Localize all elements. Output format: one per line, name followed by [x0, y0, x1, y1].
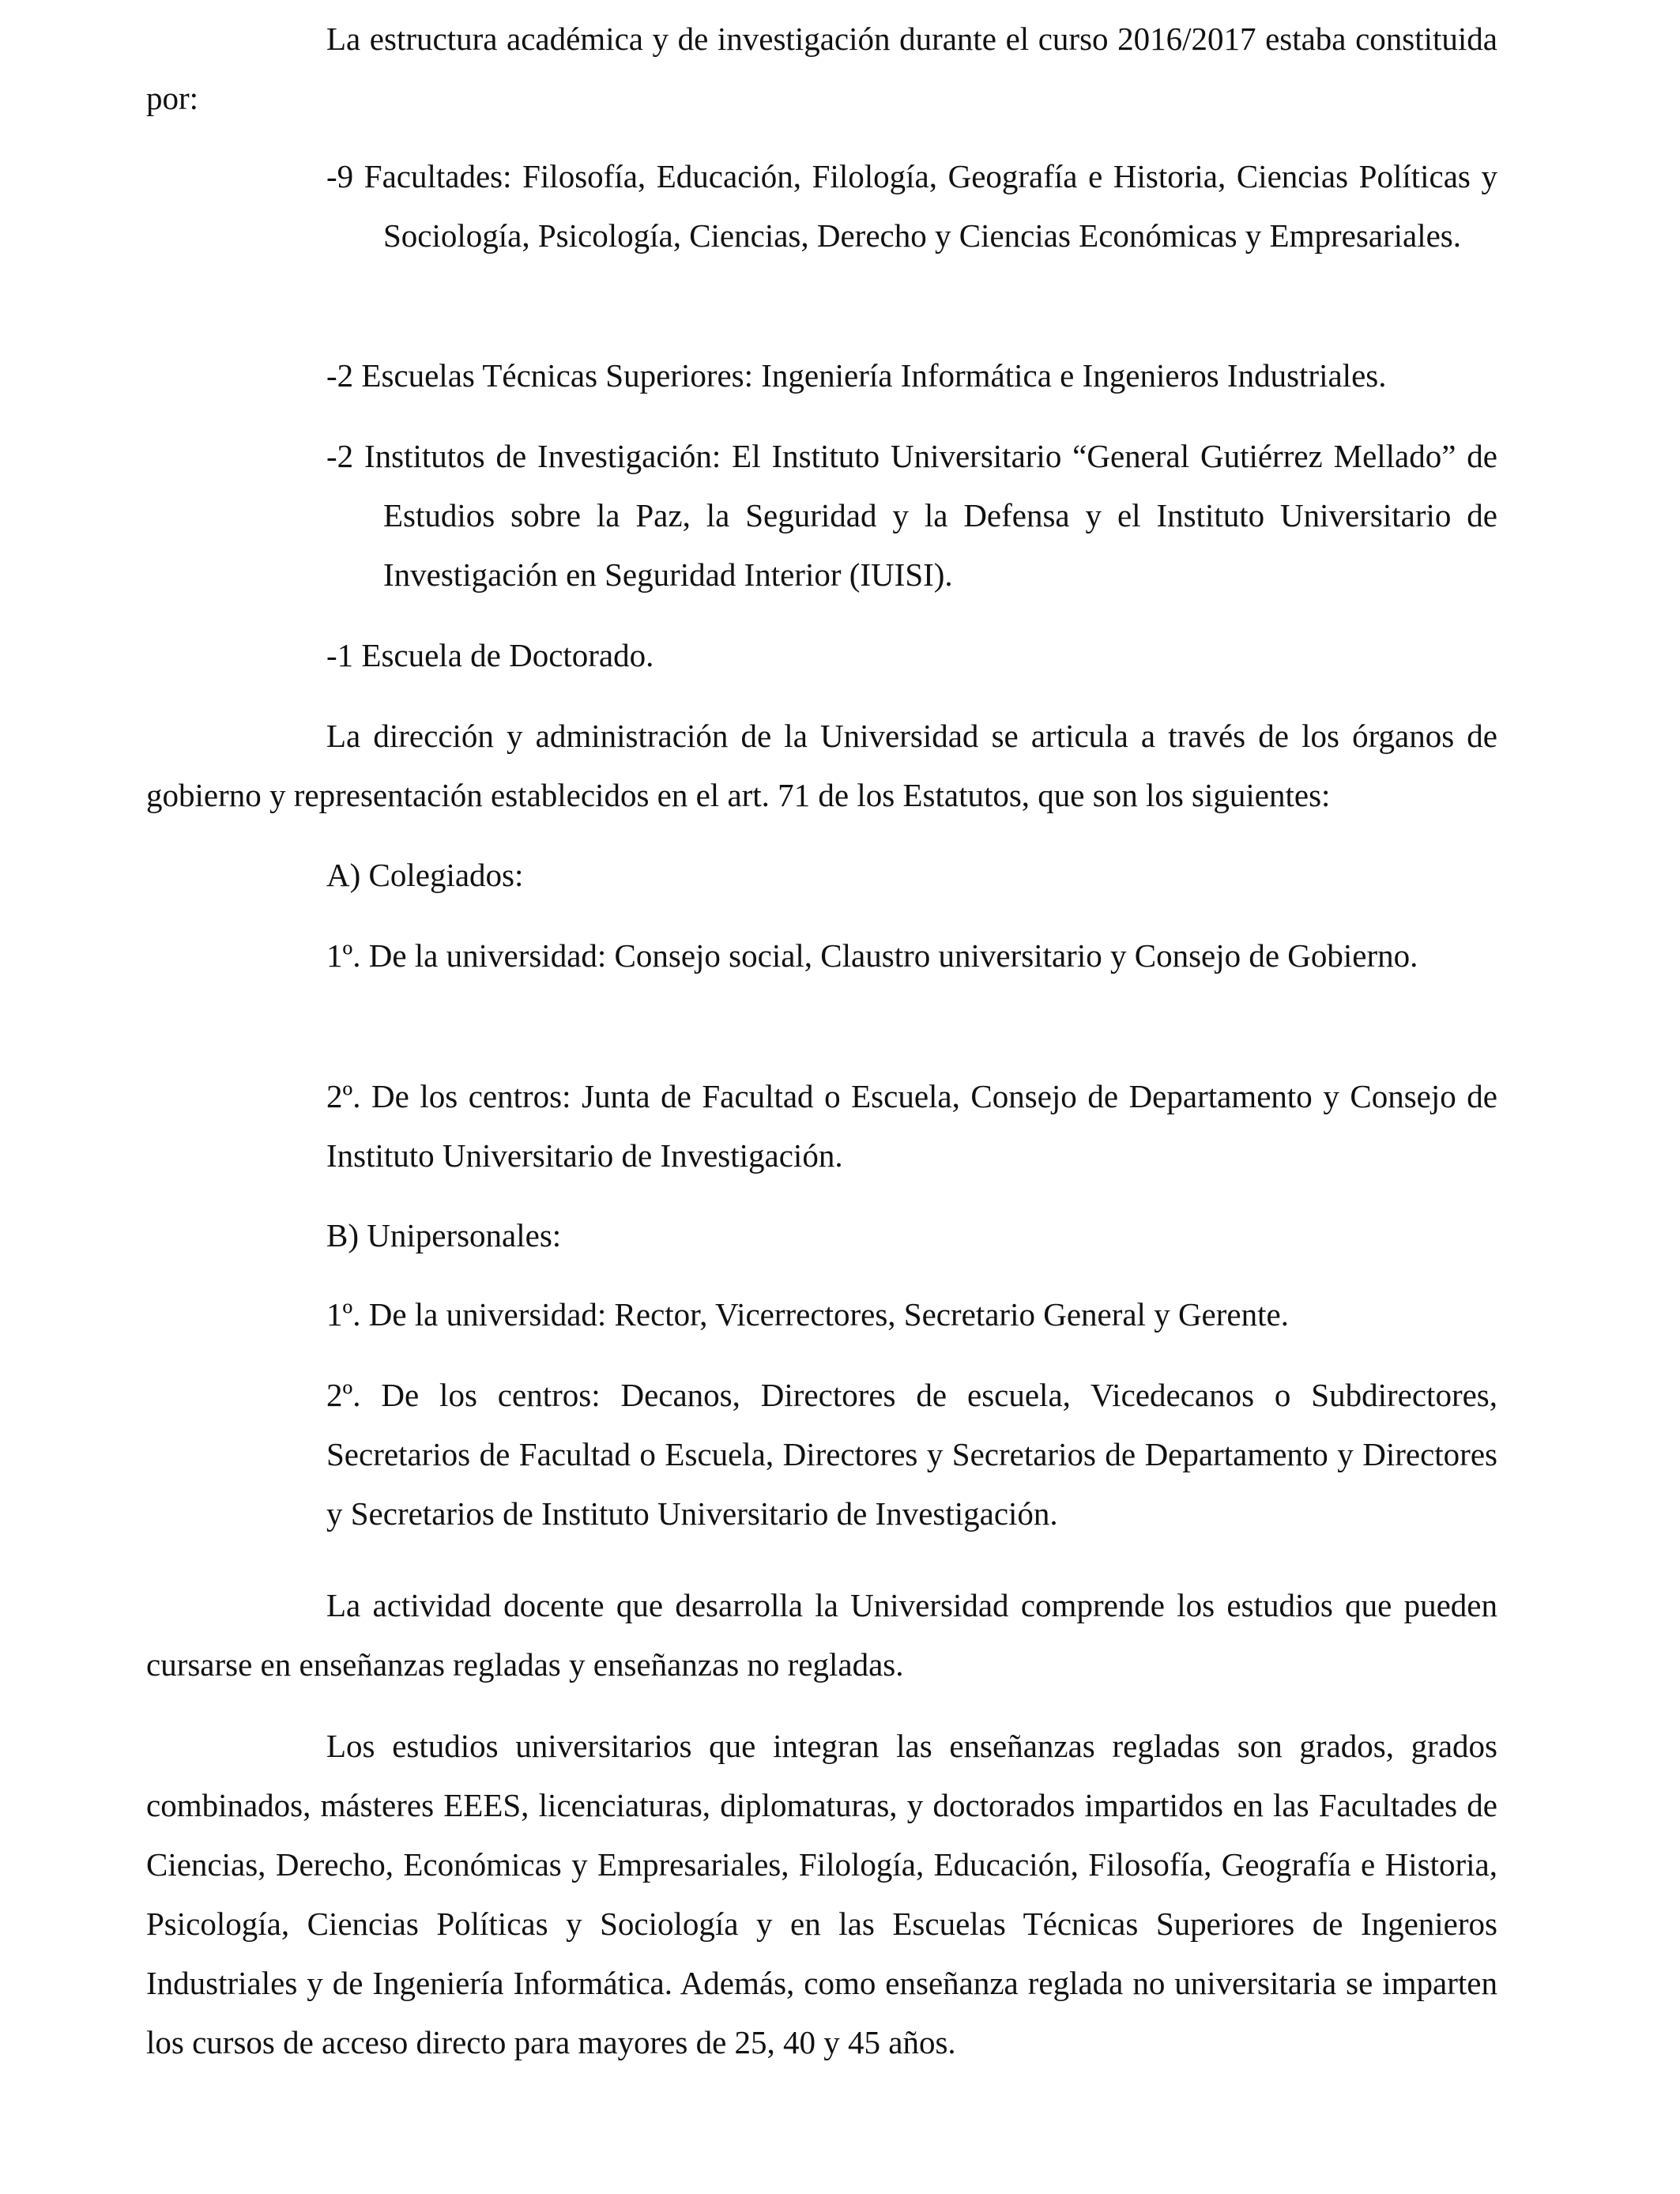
paragraph-structure-intro: La estructura académica y de investigación durante el curso 2016/2017 estaba constituida por: — [146, 21, 1497, 116]
paragraph-estudios-universitarios: Los estudios universitarios que integran las enseñanzas regladas son grados, grados combinados, másteres EEES, licenciaturas, diplomaturas, y doctorados impartidos en las Facultades de Ciencias, Derecho, Económicas y Empresariales, Filología, Educación, Filosofía, Geografía e Historia, Psicología, Ciencias Políticas y Sociología y en las Escuelas Técnicas Superiores de Ingenieros Industriales y de Ingeniería Informática. Además, como enseñanza reglada no universitaria se imparten los cursos de acceso directo para mayores de 25, 40 y 45 años. — [146, 1728, 1497, 2060]
paragraph-direccion: La dirección y administración de la Universidad se articula a través de los órganos de gobierno y representación establecidos en el art. 71 de los Estatutos, que son los siguientes: — [146, 718, 1497, 813]
list-item-facultades: -9 Facultades: Filosofía, Educación, Filología, Geografía e Historia, Ciencias Políticas y Sociología, Psicología, Ciencias, Derecho y Ciencias Económicas y Empresariales. — [326, 158, 1497, 254]
list-item-escuelas: -2 Escuelas Técnicas Superiores: Ingeniería Informática e Ingenieros Industriales. — [326, 357, 1387, 394]
item-unipersonales-universidad: 1º. De la universidad: Rector, Vicerrectores, Secretario General y Gerente. — [326, 1296, 1289, 1333]
paragraph-actividad-docente: La actividad docente que desarrolla la Universidad comprende los estudios que pueden cursarse en enseñanzas regladas y enseñanzas no regladas. — [146, 1587, 1497, 1683]
heading-unipersonales: B) Unipersonales: — [326, 1217, 562, 1253]
list-item-institutos: -2 Institutos de Investigación: El Instituto Universitario “General Gutiérrez Mellado” de Estudios sobre la Paz, la Seguridad y la Defensa y el Instituto Universitario de Investigación en Seguridad Interior (IUISI). — [326, 438, 1497, 593]
item-colegiados-centros: 2º. De los centros: Junta de Facultad o Escuela, Consejo de Departamento y Consejo de Instituto Universitario de Investigación. — [326, 1078, 1497, 1174]
item-colegiados-universidad: 1º. De la universidad: Consejo social, Claustro universitario y Consejo de Gobierno. — [326, 937, 1418, 974]
item-unipersonales-centros: 2º. De los centros: Decanos, Directores de escuela, Vicedecanos o Subdirectores, Secretarios de Facultad o Escuela, Directores y Secretarios de Departamento y Directores y Secretarios de Instituto Universitario de Investigación. — [326, 1377, 1497, 1532]
heading-colegiados: A) Colegiados: — [326, 857, 524, 893]
list-item-escuela-doctorado: -1 Escuela de Doctorado. — [326, 637, 654, 673]
